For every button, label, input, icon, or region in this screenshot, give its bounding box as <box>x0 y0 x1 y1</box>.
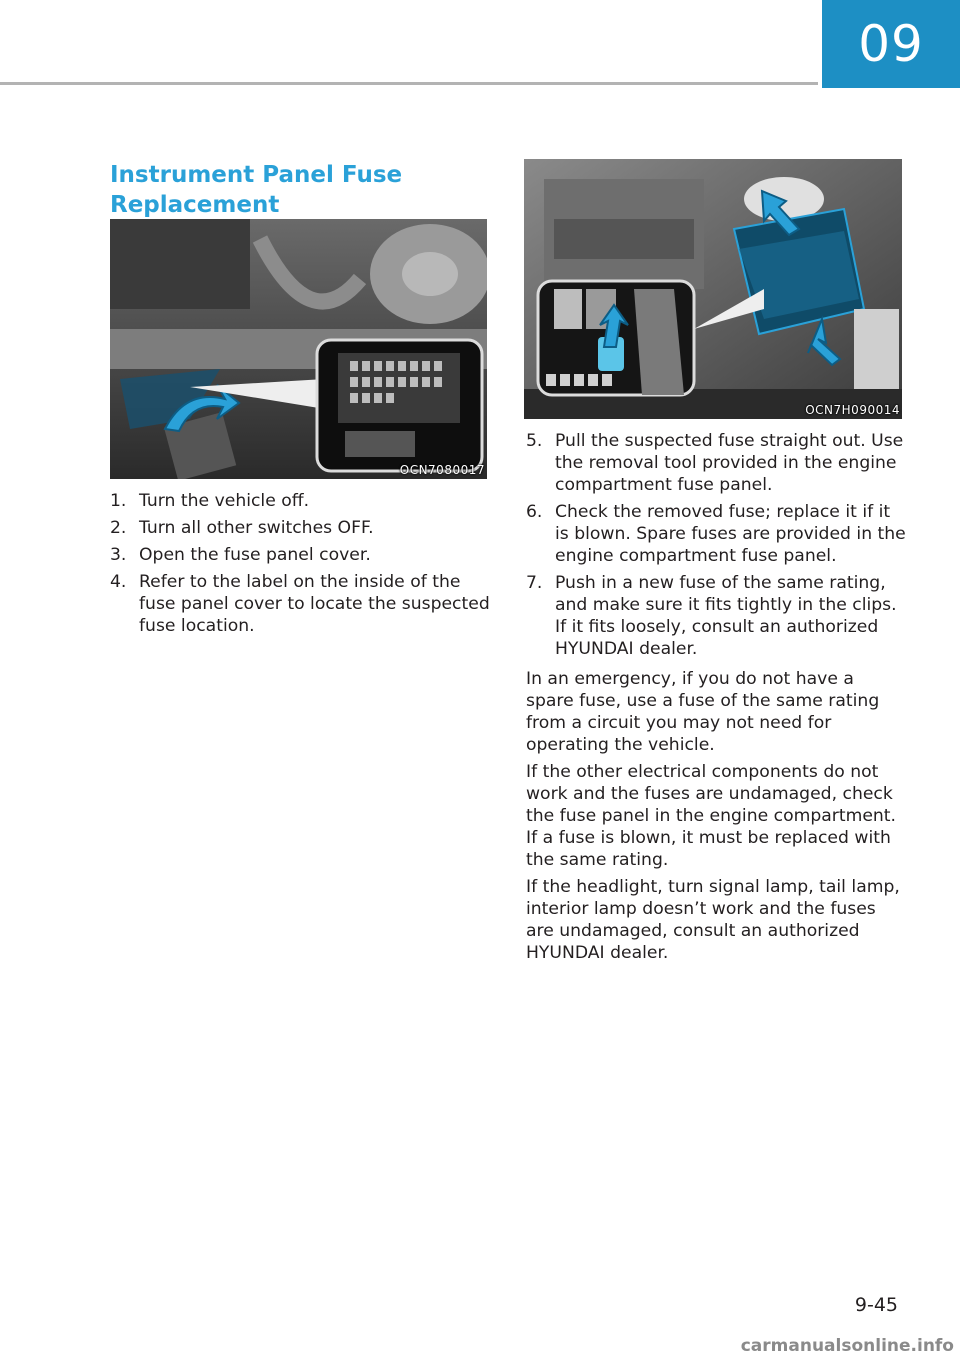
steps-list-right <box>526 430 906 665</box>
list-item: 5. Pull the suspected fuse straight out. Use the removal tool provided in the engine compartment fuse panel. <box>526 431 904 495</box>
list-item: 2. Turn all other switches OFF. <box>110 518 374 538</box>
list-item: 1. Turn the vehicle off. <box>110 491 310 511</box>
figure-code: OCN7H090014 <box>805 403 900 417</box>
instrument-panel-illustration <box>110 219 487 479</box>
page-number: 9-45 <box>854 1294 898 1316</box>
figure-engine-compartment <box>524 159 902 419</box>
list-item: 6. Check the removed fuse; replace it if it is blown. Spare fuses are provided in the engine compartment fuse panel. <box>526 502 906 566</box>
list-item: 3. Open the fuse panel cover. <box>110 545 371 565</box>
paragraph: In an emergency, if you do not have a spare fuse, use a fuse of the same rating from a circuit you may not need for operating the vehicle. <box>526 669 880 755</box>
steps-list-left <box>110 490 490 642</box>
list-item: 4. Refer to the label on the inside of the fuse panel cover to locate the suspected fuse location. <box>110 572 490 636</box>
watermark: carmanualsonline.info <box>740 1336 954 1356</box>
chapter-tab: 09 <box>822 0 960 88</box>
list-item: 7. Push in a new fuse of the same rating, and make sure it fits tightly in the clips. If it fits loosely, consult an authorized HYUNDAI dealer. <box>526 573 897 659</box>
figure-instrument-panel <box>110 219 487 479</box>
section-title: Instrument Panel Fuse Replacement <box>110 162 403 218</box>
paragraph: If the other electrical components do not work and the fuses are undamaged, check the fuse panel in the engine compartment. If a fuse is blown, it must be replaced with the same rating. <box>526 762 897 870</box>
header-rule <box>0 82 818 85</box>
body-paragraphs <box>526 668 906 969</box>
engine-compartment-illustration <box>524 159 902 419</box>
paragraph: If the headlight, turn signal lamp, tail lamp, interior lamp doesn’t work and the fuses are undamaged, consult an authorized HYUNDAI dealer. <box>526 877 900 963</box>
figure-code: OCN7080017 <box>399 463 485 477</box>
